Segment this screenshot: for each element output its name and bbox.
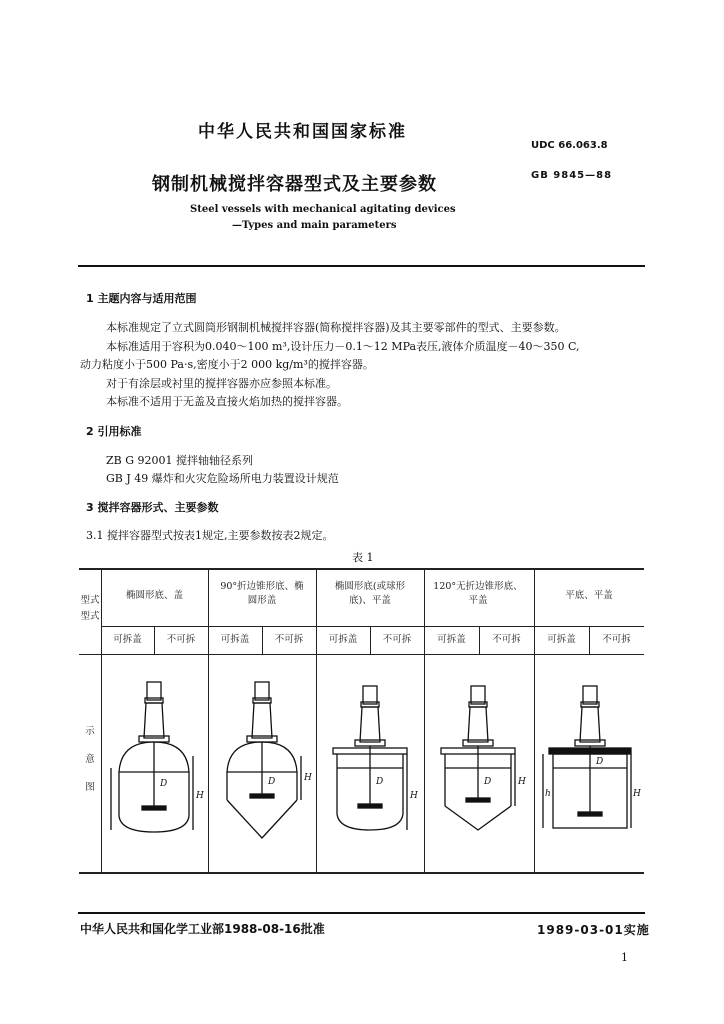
section-2-heading: 2 引用标准 bbox=[86, 425, 142, 438]
col-header-2: 90°折边锥形底、椭圆形盖 bbox=[220, 581, 304, 606]
header-divider bbox=[78, 265, 645, 267]
reference-2: GB J 49 爆炸和火灾危险场所电力装置设计规范 bbox=[106, 472, 339, 485]
vessel-cone-bottom-elliptical-head-diagram bbox=[213, 680, 313, 846]
table-1 bbox=[79, 568, 644, 874]
corner-label-top: 型式 bbox=[80, 595, 100, 606]
sub-header-fixed: 不可拆 bbox=[382, 634, 412, 645]
vessel-elliptical-head-bottom-diagram bbox=[105, 680, 205, 846]
sub-header-fixed: 不可拆 bbox=[492, 634, 521, 645]
sub-header-removable: 可拆盖 bbox=[547, 634, 576, 645]
dim-label-H: H bbox=[633, 789, 641, 799]
gb-code: GB 9845—88 bbox=[531, 170, 613, 181]
udc-code: UDC 66.063.8 bbox=[531, 140, 608, 151]
dim-label-H: H bbox=[196, 791, 204, 801]
section-1-paragraph-1: 本标准规定了立式圆筒形钢制机械搅拌容器(简称搅拌容器)及其主要零部件的型式、主要参数。 bbox=[106, 321, 566, 334]
dim-label-D: D bbox=[484, 777, 492, 787]
dim-label-D: D bbox=[160, 779, 168, 789]
col-header-4: 120°无折边锥形底、平盖 bbox=[433, 581, 523, 606]
document-title: 钢制机械搅拌容器型式及主要参数 bbox=[152, 174, 437, 195]
section-3-1: 3.1 搅拌容器型式按表1规定,主要参数按表2规定。 bbox=[86, 529, 334, 542]
national-standard-heading: 中华人民共和国国家标准 bbox=[198, 122, 407, 142]
dim-label-D: D bbox=[596, 757, 604, 767]
section-1-heading: 1 主题内容与适用范围 bbox=[86, 292, 197, 305]
sub-header-removable: 可拆盖 bbox=[113, 634, 142, 645]
table-col-rule bbox=[534, 568, 535, 874]
table-col-rule bbox=[208, 568, 209, 874]
section-1-paragraph-3: 对于有涂层或衬里的搅拌容器亦应参照本标准。 bbox=[106, 377, 337, 390]
dim-label-D: D bbox=[268, 777, 276, 787]
table-1-caption: 表 1 bbox=[352, 551, 374, 564]
sub-header-fixed: 不可拆 bbox=[274, 634, 304, 645]
sub-header-fixed: 不可拆 bbox=[166, 634, 196, 645]
vessel-elliptical-bottom-flat-head-diagram bbox=[321, 680, 421, 846]
col-header-1: 椭圆形底、盖 bbox=[125, 590, 183, 601]
section-1-paragraph-2b: 动力粘度小于500 Pa·s,密度小于2 000 kg/m³的搅拌容器。 bbox=[80, 358, 374, 371]
section-1-paragraph-2a: 本标准适用于容积为0.040～100 m³,设计压力－0.1～12 MPa表压,液体介质温度－40～350 C, bbox=[106, 340, 580, 353]
table-subheader-rule bbox=[101, 626, 644, 627]
col-header-3: 椭圆形底(或球形底)、平盖 bbox=[334, 581, 406, 606]
sub-header-removable: 可拆盖 bbox=[328, 634, 358, 645]
corner-label-bottom: 型式 bbox=[80, 611, 100, 622]
table-header-bottom-rule bbox=[79, 654, 644, 655]
dim-label-H: H bbox=[518, 777, 526, 787]
dim-label-H: H bbox=[304, 773, 312, 783]
reference-1: ZB G 92001 搅拌轴轴径系列 bbox=[106, 454, 253, 467]
col-header-5: 平底、平盖 bbox=[565, 590, 613, 601]
dim-label-h: h bbox=[545, 789, 551, 799]
table-col-rule bbox=[424, 568, 425, 874]
implementation-date: 1989-03-01实施 bbox=[537, 923, 650, 937]
footer-divider bbox=[78, 912, 645, 914]
sub-header-fixed: 不可拆 bbox=[602, 634, 631, 645]
vessel-flat-bottom-flat-head-diagram bbox=[539, 680, 641, 846]
dim-label-D: D bbox=[376, 777, 384, 787]
sub-header-removable: 可拆盖 bbox=[437, 634, 466, 645]
table-bottom-rule bbox=[79, 872, 644, 874]
english-title-line-2: —Types and main parameters bbox=[232, 220, 397, 231]
section-3-heading: 3 搅拌容器形式、主要参数 bbox=[86, 501, 219, 514]
vessel-cone-bottom-flat-head-diagram bbox=[429, 680, 529, 846]
table-col-rule bbox=[101, 568, 102, 874]
table-col-rule bbox=[316, 568, 317, 874]
sub-header-removable: 可拆盖 bbox=[220, 634, 250, 645]
english-title-line-1: Steel vessels with mechanical agitating devices bbox=[190, 204, 456, 215]
dim-label-H: H bbox=[410, 791, 418, 801]
approval-note: 中华人民共和国化学工业部1988-08-16批准 bbox=[80, 922, 325, 936]
schematic-row-label: 示意图 bbox=[85, 726, 95, 793]
page-number: 1 bbox=[621, 951, 628, 964]
table-top-rule bbox=[79, 568, 644, 570]
section-1-paragraph-4: 本标准不适用于无盖及直接火焰加热的搅拌容器。 bbox=[106, 395, 348, 408]
